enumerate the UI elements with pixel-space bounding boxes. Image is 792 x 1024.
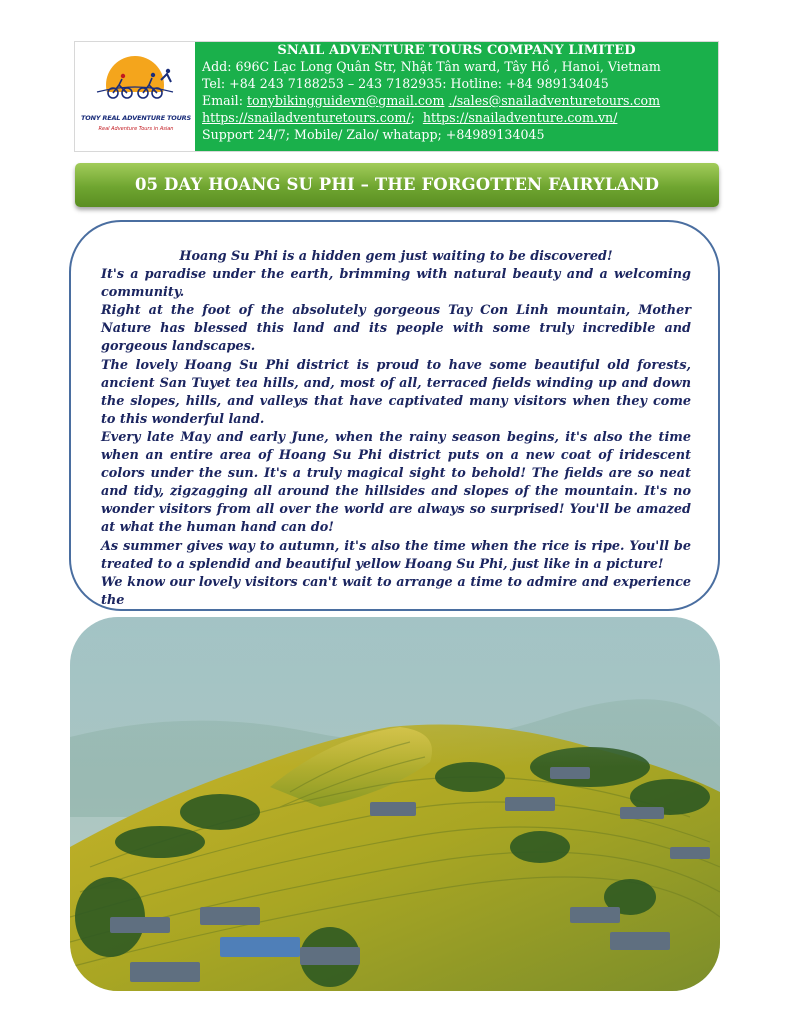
logo-tagline: Real Adventure Tours in Asian [98, 126, 174, 132]
intro-paragraph: The lovely Hoang Su Phi district is proud to have some beautiful old forests, ancient San Tuyet tea hills, and, most of all, terraced fields winding up and down the slopes, hills, and valleys that have captivated many visitors when they come to this wonderful land. [101, 357, 691, 427]
company-logo [75, 42, 195, 151]
company-name: SNAIL ADVENTURE TOURS COMPANY LIMITED [277, 43, 636, 58]
intro-lead: Hoang Su Phi is a hidden gem just waiting to be discovered! [179, 249, 613, 264]
intro-paragraph: Right at the foot of the absolutely gorgeous Tay Con Linh mountain, Mother Nature has blessed this land and its people with some truly incredible and gorgeous landscapes. [101, 303, 691, 355]
website-link-secondary[interactable]: https://snailadventure.com.vn/ [422, 110, 618, 125]
letterhead [74, 41, 719, 152]
intro-paragraph: As summer gives way to autumn, it's also the time when the rice is ripe. You'll be treated to a splendid and beautiful yellow Hoang Su Phi, just like in a picture! [101, 538, 691, 572]
intro-paragraph: Every late May and early June, when the rainy season begins, it's also the time when an entire area of Hoang Su Phi district puts on a new coat of iridescent colors under the sun. It's a truly magical sight to behold! The fields are so neat and tidy, zigzagging all around the hillsides and slopes of the mountain. It's no wonder visitors from all over the world are always so surprised! You'll be amazed at what the human hand can do! [101, 429, 691, 536]
intro-text-box [69, 220, 720, 611]
company-phone: Tel: +84 243 7188253 – 243 7182935: Hotline: +84 989134045 [202, 76, 609, 91]
company-website-line [195, 109, 718, 126]
tour-title-banner: 05 DAY HOANG SU PHI – THE FORGOTTEN FAIRYLAND [75, 163, 719, 207]
email-link-sales[interactable]: ./sales@snailadventuretours.com [448, 93, 661, 108]
website-separator: ; [410, 110, 415, 125]
terraced-fields-photo [70, 617, 720, 991]
intro-text [101, 248, 691, 610]
rice-terrace-landscape-image [70, 617, 720, 991]
company-support: Support 24/7; Mobile/ Zalo/ whatapp; +84989134045 [202, 127, 545, 142]
company-contact-block [195, 42, 718, 151]
email-link-primary[interactable]: tonybikingguidevn@gmail.com [246, 93, 445, 108]
email-label: Email: [202, 93, 243, 108]
logo-brand-text: TONY REAL ADVENTURE TOURS [81, 114, 191, 122]
cyclist-sun-logo-icon [89, 52, 181, 114]
company-email-line [195, 92, 718, 109]
website-link-primary[interactable]: https://snailadventuretours.com/ [202, 110, 411, 125]
intro-paragraph: We know our lovely visitors can't wait to arrange a time to admire and experience the [101, 574, 691, 608]
company-address: Add: 696C Lạc Long Quân Str, Nhật Tân ward, Tây Hồ , Hanoi, Vietnam [202, 59, 661, 74]
intro-paragraph: It's a paradise under the earth, brimming with natural beauty and a welcoming community. [101, 267, 691, 301]
